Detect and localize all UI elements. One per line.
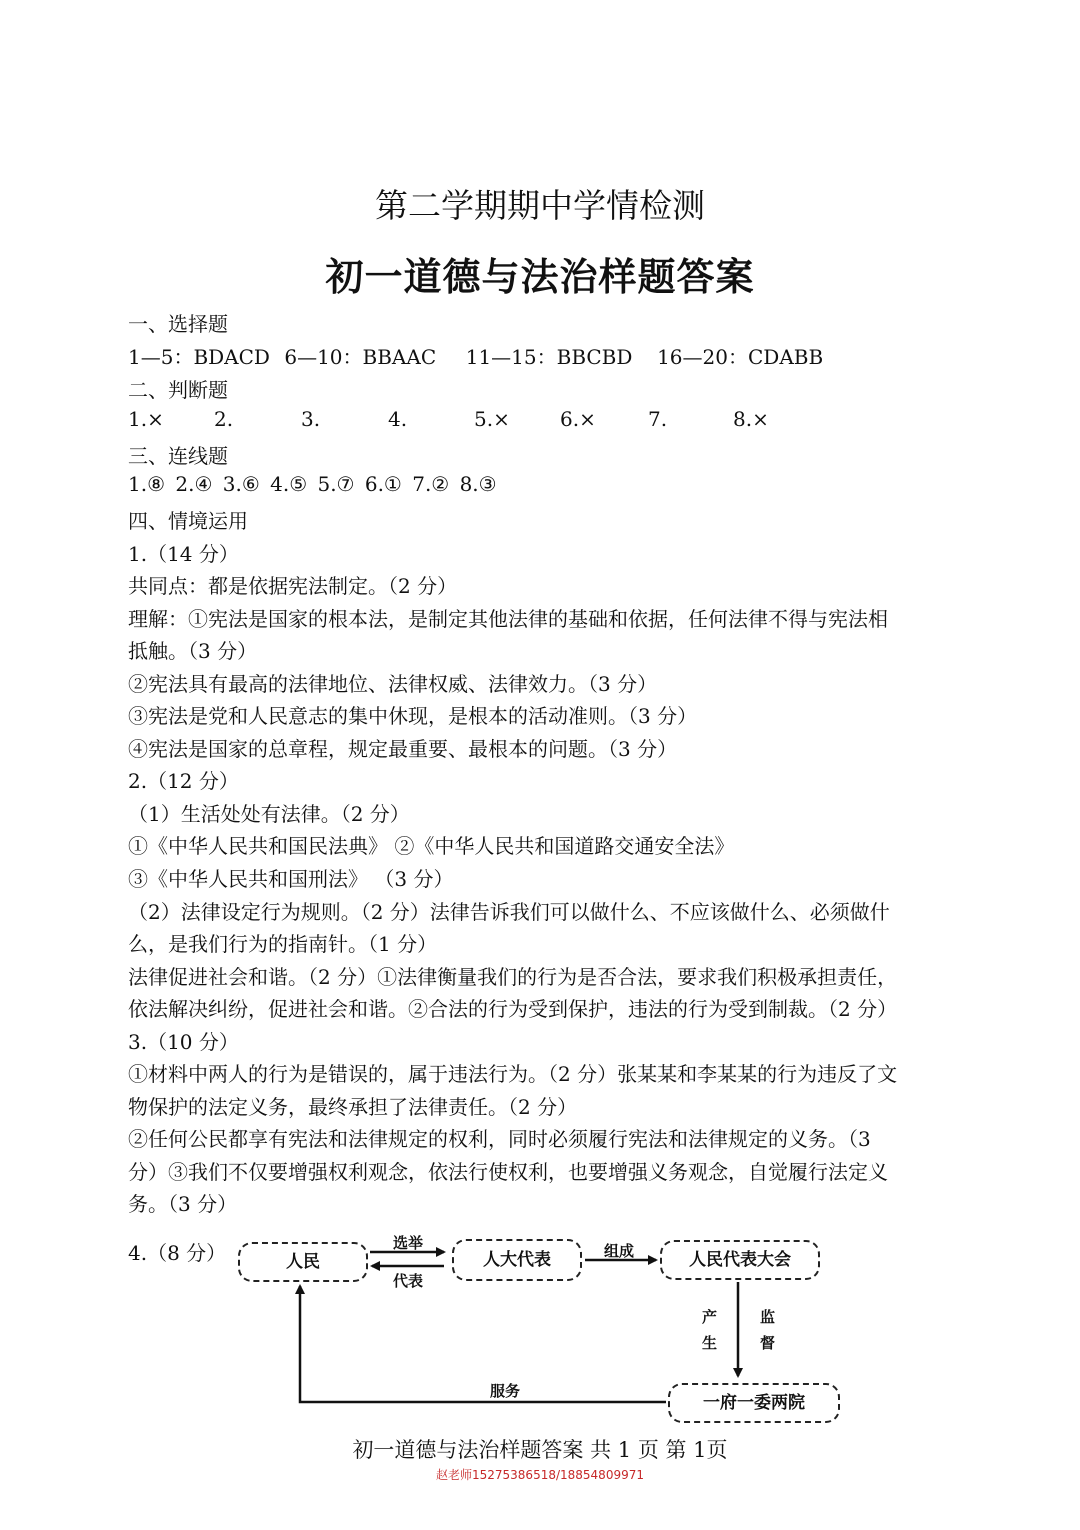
- section4-heading: 四、情境运用: [128, 509, 248, 533]
- mc-answer-3: 11—15：BBCBD: [465, 345, 633, 369]
- diagram-label: 4.（8 分）: [128, 1241, 227, 1265]
- section3-answers: 1.⑧ 2.④ 3.⑥ 4.⑤ 5.⑦ 6.① 7.② 8.③: [128, 472, 497, 496]
- mc-answer-2: 6—10：BBAAC: [284, 345, 437, 369]
- edge-label-supervise-2: 督: [760, 1334, 776, 1352]
- s4-line: ③宪法是党和人民意志的集中休现，是根本的活动准则。（3 分）: [128, 704, 698, 728]
- edge-label-produce-1: 产: [702, 1308, 718, 1326]
- edge-label-elect: 选举: [393, 1234, 424, 1252]
- s4-line: 1.（14 分）: [128, 542, 239, 566]
- mc-answer-4: 16—20：CDABB: [657, 345, 824, 369]
- s4-line: 务。（3 分）: [128, 1192, 238, 1216]
- s4-line: 么，是我们行为的指南针。（1 分）: [128, 932, 438, 956]
- s4-line: ①材料中两人的行为是错误的，属于违法行为。（2 分）张某某和李某某的行为违反了文: [128, 1062, 898, 1086]
- s4-line: 分）③我们不仅要增强权利观念，依法行使权利，也要增强义务观念，自觉履行法定义: [128, 1160, 888, 1184]
- edge-label-serve: 服务: [490, 1382, 521, 1400]
- s4-line: 理解：①宪法是国家的根本法，是制定其他法律的基础和依据，任何法律不得与宪法相: [128, 607, 888, 631]
- serve-arrow: [300, 1286, 666, 1402]
- s4-line: ②任何公民都享有宪法和法律规定的权利，同时必须履行宪法和法律规定的义务。（3: [128, 1127, 871, 1151]
- edge-label-produce-2: 生: [702, 1334, 718, 1352]
- s4-line: 法律促进社会和谐。（2 分）①法律衡量我们的行为是否合法，要求我们积极承担责任，: [128, 965, 898, 989]
- s4-line: 3.（10 分）: [128, 1030, 239, 1054]
- node-congress: 人民代表大会: [660, 1240, 820, 1280]
- tf-answer-6: 6.×: [560, 407, 596, 431]
- edge-label-supervise-1: 监: [760, 1308, 776, 1326]
- tf-answer-4: 4.: [388, 407, 408, 431]
- s4-line: ①《中华人民共和国民法典》 ②《中华人民共和国道路交通安全法》: [128, 834, 735, 858]
- tf-answer-7: 7.: [648, 407, 668, 431]
- s4-line: 抵触。（3 分）: [128, 639, 258, 663]
- s4-line: 2.（12 分）: [128, 769, 239, 793]
- section2-heading: 二、判断题: [128, 378, 228, 402]
- contact-watermark: 赵老师15275386518/18854809971: [435, 1468, 644, 1482]
- s4-line: 依法解决纠纷，促进社会和谐。②合法的行为受到保护，违法的行为受到制裁。（2 分）: [128, 997, 898, 1021]
- s4-line: 物保护的法定义务，最终承担了法律责任。（2 分）: [128, 1095, 578, 1119]
- edge-label-compose: 组成: [604, 1242, 635, 1260]
- tf-answer-2: 2.: [214, 407, 234, 431]
- s4-line: （2）法律设定行为规则。（2 分）法律告诉我们可以做什么、不应该做什么、必须做什: [128, 900, 890, 924]
- page-footer: 初一道德与法治样题答案 共 1 页 第 1页: [352, 1438, 728, 1462]
- s4-line: （1）生活处处有法律。（2 分）: [128, 802, 410, 826]
- section1-heading: 一、选择题: [128, 312, 228, 336]
- tf-answer-1: 1.×: [128, 407, 164, 431]
- tf-answer-8: 8.×: [733, 407, 769, 431]
- mc-answer-1: 1—5：BDACD: [128, 345, 270, 369]
- node-organs: 一府一委两院: [668, 1383, 840, 1423]
- node-deputies: 人大代表: [452, 1239, 582, 1281]
- tf-answer-5: 5.×: [474, 407, 510, 431]
- s4-line: ②宪法具有最高的法律地位、法律权威、法律效力。（3 分）: [128, 672, 658, 696]
- edge-label-represent: 代表: [393, 1272, 424, 1290]
- node-people: 人民: [238, 1242, 368, 1282]
- section3-heading: 三、连线题: [128, 444, 228, 468]
- s4-line: ③《中华人民共和国刑法》 （3 分）: [128, 867, 454, 891]
- s4-line: 共同点：都是依据宪法制定。（2 分）: [128, 574, 458, 598]
- tf-answer-3: 3.: [301, 407, 321, 431]
- s4-line: ④宪法是国家的总章程，规定最重要、最根本的问题。（3 分）: [128, 737, 678, 761]
- document-subtitle: 初一道德与法治样题答案: [325, 254, 755, 299]
- document-title: 第二学期期中学情检测: [375, 186, 705, 225]
